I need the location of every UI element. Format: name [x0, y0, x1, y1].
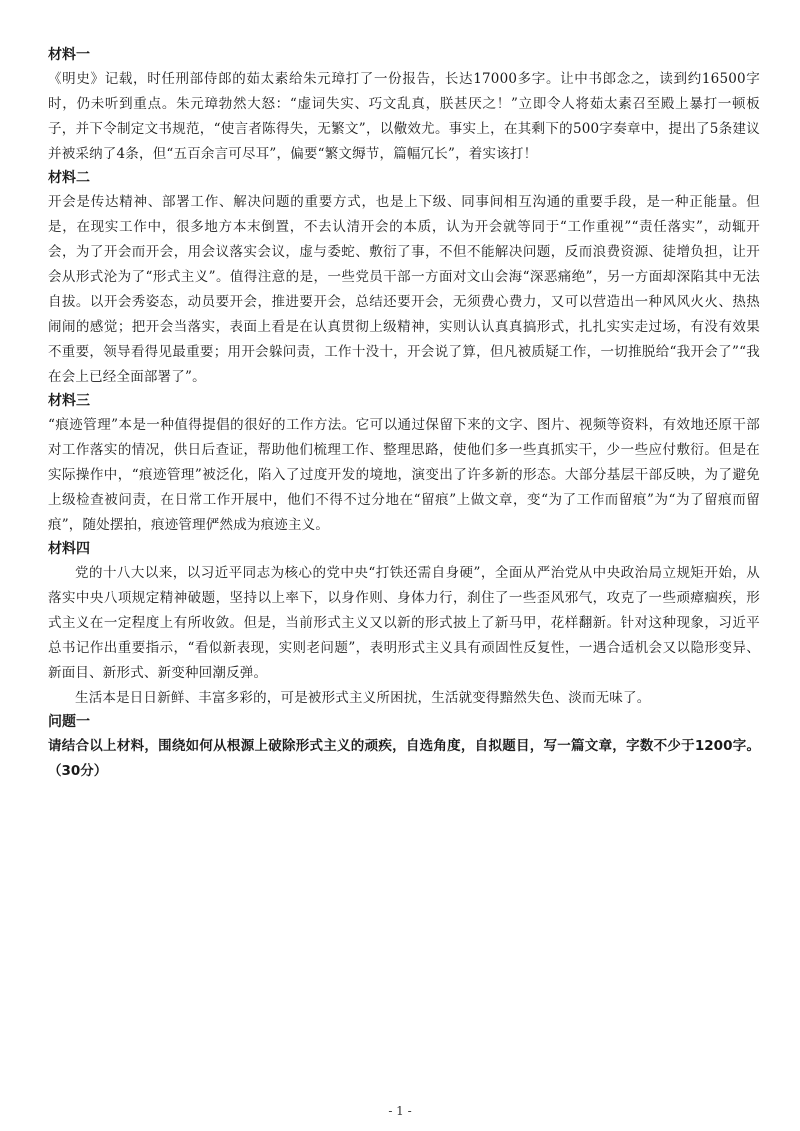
material-two-section	[48, 167, 760, 390]
material-one-section	[48, 44, 760, 167]
page-number: - 1 -	[388, 1104, 412, 1118]
material-one-heading: 材料一	[48, 47, 90, 63]
material-two-text: 开会是传达精神、部署工作、解决问题的重要方式，也是上下级、同事间相互沟通的重要手段，是一种正能量。但是，在现实工作中，很多地方本末倒置，不去认清开会的本质，认为开会就等同于“工作重视”“责任落实”，动辄开会，为了开会而开会，用会议落实会议，虚与委蛇、敷衍了事，不但不能解决问题，反而浪费资源、徒增负担，让开会从形式沦为了“形式主义”。值得注意的是，一些党员干部一方面对文山会海“深恶痛绝”，另一方面却深陷其中无法自拔。以开会秀姿态，动员要开会，推进要开会，总结还要开会，无须费心费力，又可以营造出一种风风火火、热热闹闹的感觉；把开会当落实，表面上看是在认真贯彻上级精神，实则认认真真搞形式，扎扎实实走过场，有没有效果不重要，领导看得见最重要；用开会躲问责，工作十没十，开会说了算，但凡被质疑工作，一切推脱给“我开会了”“我在会上已经全面部署了”。	[48, 194, 760, 385]
material-two-heading: 材料二	[48, 170, 90, 186]
question-one-text: 请结合以上材料，围绕如何从根源上破除形式主义的顽疾，自选角度，自拟题目，写一篇文章，字数不少于1200字。（30分）	[48, 738, 760, 779]
material-three-section	[48, 390, 760, 538]
material-four-heading: 材料四	[48, 541, 90, 557]
material-four-paragraph-1: 党的十八大以来，以习近平同志为核心的党中央“打铁还需自身硬”，全面从严治党从中央政治局立规矩开始，从落实中央八项规定精神破题，坚持以上率下，以身作则、身体力行，刹住了一些歪风邪气，攻克了一些顽瘴痼疾，形式主义在一定程度上有所收敛。但是，当前形式主义又以新的形式披上了新马甲，花样翻新。针对这种现象，习近平总书记作出重要指示，“看似新表现，实则老问题”，表明形式主义具有顽固性反复性，一遇合适机会又以隐形变异、新面目、新形式、新变种回潮反弹。	[48, 565, 760, 681]
material-one-text: 《明史》记载，时任刑部侍郎的茹太素给朱元璋打了一份报告，长达17000多字。让中书郎念之，读到约16500字时，仍未听到重点。朱元璋勃然大怒：“虚词失实、巧文乱真，朕甚厌之！”立即令人将茹太素召至殿上暴打一顿板子，并下令制定文书规范，“使言者陈得失，无繁文”，以儆效尤。事实上，在其剩下的500字奏章中，提出了5条建议并被采纳了4条，但“五百余言可尽耳”，偏要“繁文缛节，篇幅冗长”，着实该打！	[48, 71, 760, 162]
question-one-heading: 问题一	[48, 714, 90, 730]
exam-page	[48, 44, 760, 784]
material-three-heading: 材料三	[48, 393, 90, 409]
material-four-paragraph-2: 生活本是日日新鲜、丰富多彩的，可是被形式主义所困扰，生活就变得黯然失色、淡而无味了。	[75, 690, 651, 706]
material-three-text: “痕迹管理”本是一种值得提倡的很好的工作方法。它可以通过保留下来的文字、图片、视频等资料，有效地还原干部对工作落实的情况，供日后查证，帮助他们梳理工作、整理思路，使他们多一些真抓实干，少一些应付敷衍。但是在实际操作中，“痕迹管理”被泛化，陷入了过度开发的境地，演变出了许多新的形态。大部分基层干部反映，为了避免上级检查被问责，在日常工作开展中，他们不得不过分地在“留痕”上做文章，变“为了工作而留痕”为“为了留痕而留痕”，随处摆拍，痕迹管理俨然成为痕迹主义。	[48, 417, 760, 533]
question-one-section	[48, 711, 760, 784]
material-four-section	[48, 538, 760, 711]
